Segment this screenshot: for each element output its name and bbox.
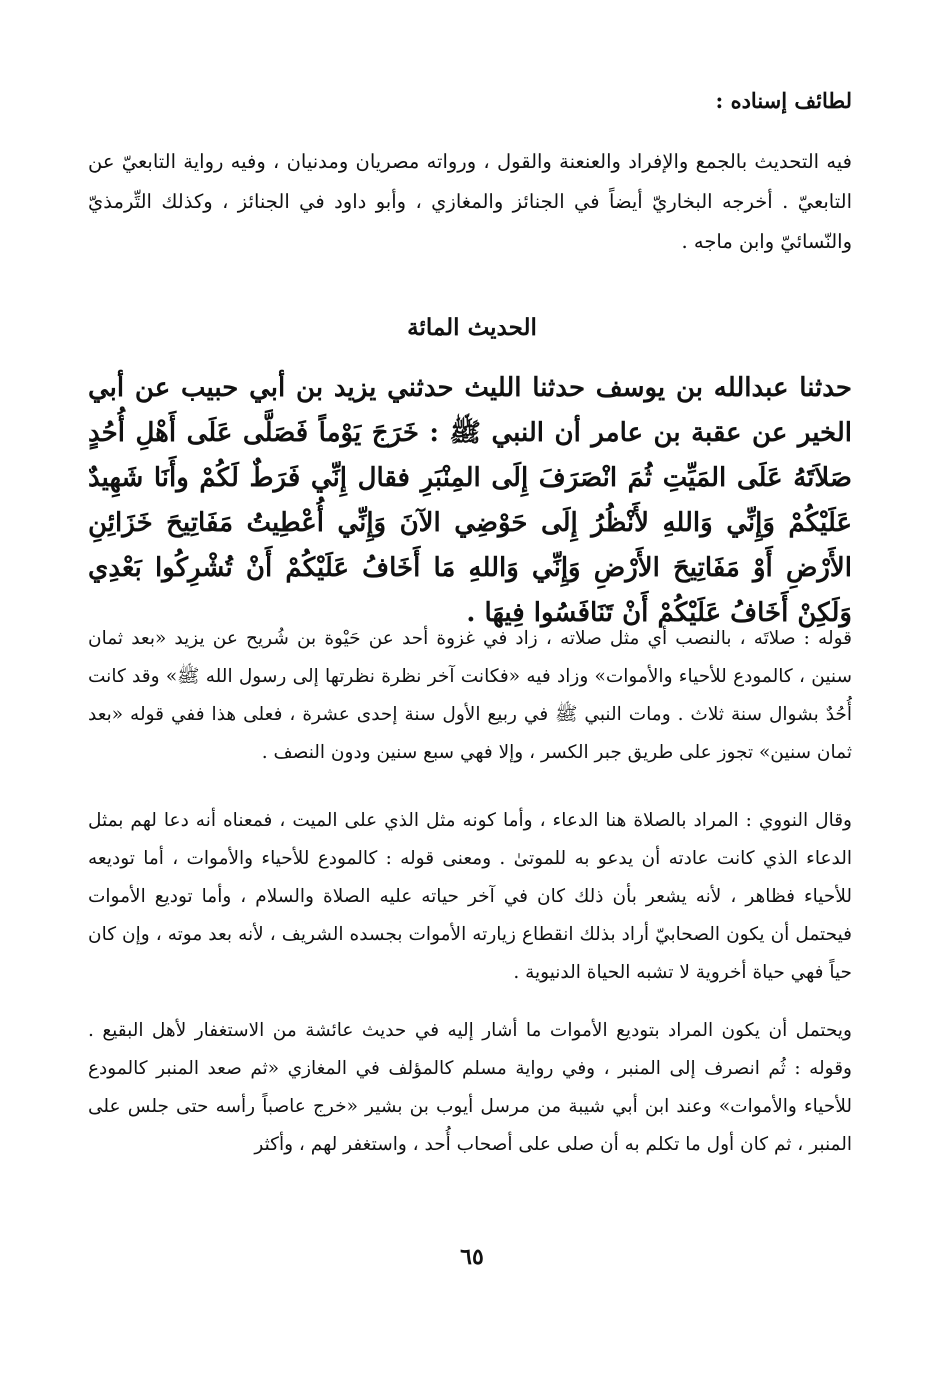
commentary-paragraph: وقال النووي : المراد بالصلاة هنا الدعاء ، وأما كونه مثل الذي على الميت ، فمعناه أنه دعا لهم بمثل الدعاء الذي كانت عادته أن يدعو به للموتىٰ . ومعنى قوله : كالمودع للأحياء والأموات ، أما توديعه للأحياء فظاهر ، لأنه يشعر بأن ذلك كان في آخر حياته عليه الصلاة والسلام ، وأما توديع الأموات فيحتمل أن يكون الصحابيّ أراد بذلك انقطاع زيارته الأموات بجسده الشريف ، لأنه بعد موته ، وإن كان حياً فهي حياة أخروية لا تشبه الحياة الدنيوية . <box>88 810 852 983</box>
intro-paragraph: فيه التحديث بالجمع والإفراد والعنعنة والقول ، ورواته مصريان ومدنيان ، وفيه رواية التابعيّ عن التابعيّ . أخرجه البخاريّ أيضاً في الجنائز والمغازي ، وأبو داود في الجنائز ، وكذلك التِّرمذيّ والنّسائيّ وابن ماجه . <box>88 150 852 253</box>
page-number: ٦٥ <box>460 1244 484 1270</box>
commentary-paragraph: ويحتمل أن يكون المراد بتوديع الأموات ما أشار إليه في حديث عائشة من الاستغفار لأهل البقيع . وقوله : ثُم انصرف إلى المنبر ، وفي رواية مسلم كالمؤلف في المغازي «ثم صعد المنبر كالمودع للأحياء والأموات» وعند ابن أبي شيبة من مرسل أيوب بن بشير «خرج عاصباً رأسه حتى جلس على المنبر ، ثم كان أول ما تكلم به أن صلى على أصحاب أُحد ، واستغفر لهم ، وأكثر <box>88 1020 852 1155</box>
hadith-text: حدثنا عبدالله بن يوسف حدثنا الليث حدثني يزيد بن أبي حبيب عن أبي الخير عن عقبة بن عامر أن النبي ﷺ : خَرَجَ يَوْماً فَصَلَّى عَلَى أَهْلِ أُحُدٍ صَلاَتَهُ عَلَى المَيِّتِ ثُمَ انْصَرَفَ إِلَى المِنْبَرِ فقال إِنِّي فَرَطٌ لَكُمْ وأَنَا شَهِيدٌ عَلَيْكُمْ وَإِنِّي وَاللهِ لأَنْظُرُ إِلَى حَوْضِي الآنَ وَإِنِّي أُعْطِيتُ مَفَاتِيحَ خَزَائِنِ الأَرْضِ أَوْ مَفَاتِيحَ الأَرْضِ وَإِنِّي وَاللهِ مَا أَخَافُ عَلَيْكُمْ أَنْ تُشْرِكُوا بَعْدِي وَلَكِنْ أَخَافُ عَلَيْكُمْ أَنْ تَنَافَسُوا فِيهَا . <box>88 373 852 628</box>
commentary-paragraph: قوله : صلاتَه ، بالنصب أي مثل صلاته ، زاد في غزوة أحد عن حَيْوة بن شُريح عن يزيد «بعد ثمان سنين ، كالمودع للأحياء والأموات» وزاد فيه «فكانت آخر نظرة نظرتها إلى رسول الله ﷺ» وقد كانت أُحُدٌ بشوال سنة ثلاث . ومات النبي ﷺ في ربيع الأول سنة إحدى عشرة ، فعلى هذا ففي قوله «بعد ثمان سنين» تجوز على طريق جبر الكسر ، وإلا فهي سبع سنين ودون النصف . <box>88 628 852 763</box>
section-heading: لطائف إسناده : <box>715 88 852 113</box>
hadith-title: الحديث المائة <box>407 314 537 341</box>
